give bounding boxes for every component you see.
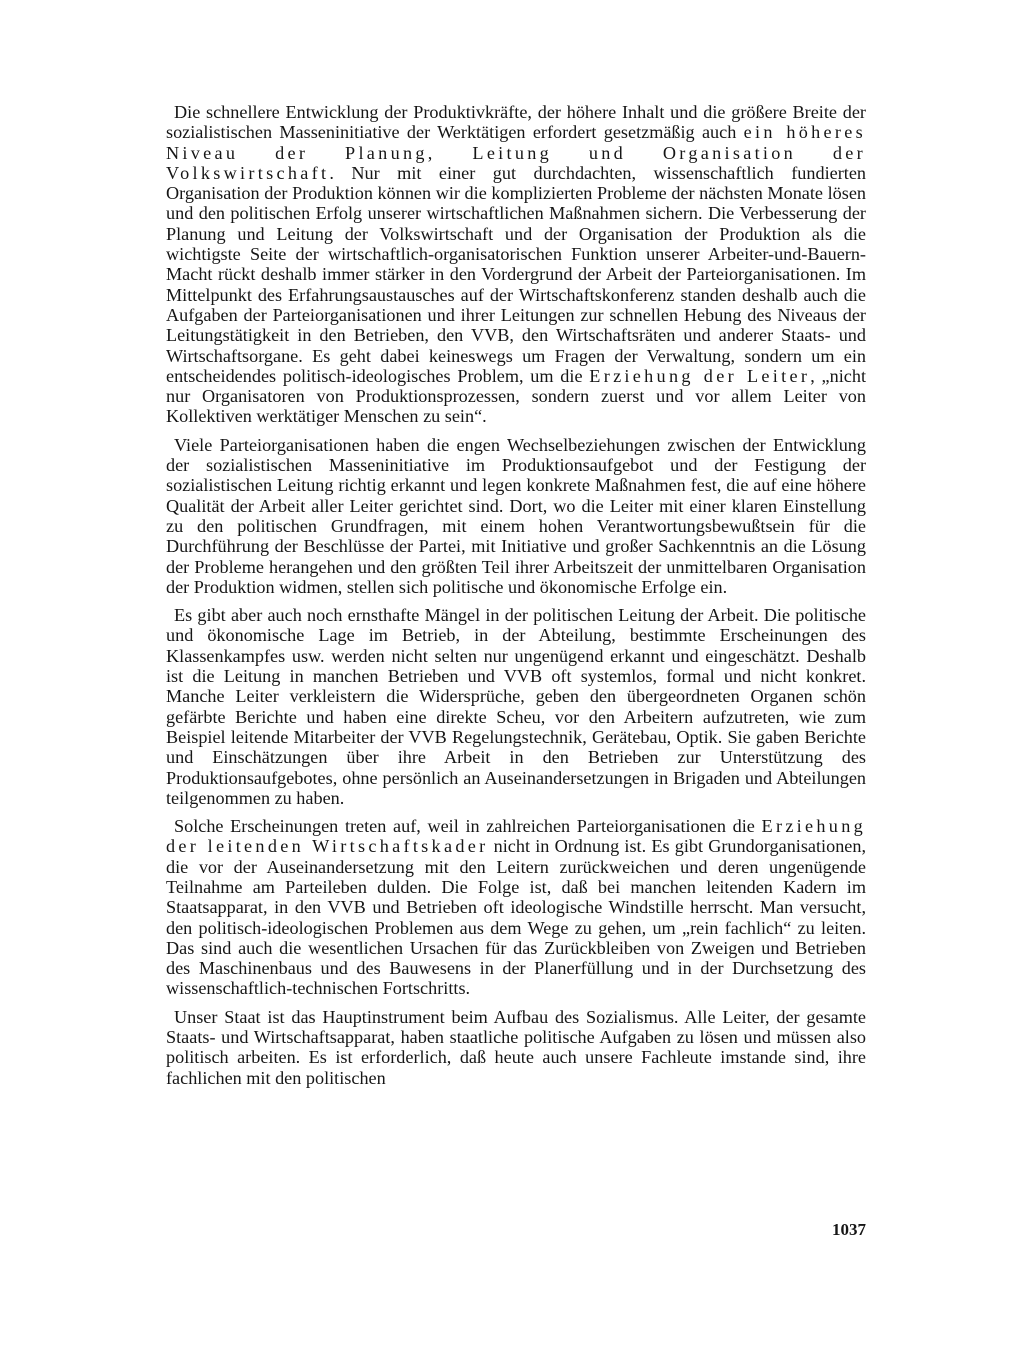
paragraph-1-emphasis-a: ein höheres Niveau der Planung, Leitung und Organisation der Volkswirtschaft <box>166 122 866 183</box>
paragraph-4-emphasis: Erziehung der leitenden Wirtschaftskader <box>166 816 866 857</box>
page-number: 1037 <box>832 1220 866 1239</box>
paragraph-2: Viele Parteiorganisationen haben die engen Wechselbeziehungen zwischen der Entwicklung der sozialistischen Masseninitiative im Produktionsaufgebot und der Festigung der sozialistischen Leitung richtig erkannt und legen konkrete Maßnahmen fest, die auf eine höhere Qualität der Arbeit aller Leiter gerichtet sind. Dort, wo die Leiter mit einer klaren Einstellung zu den politischen Grundfragen, mit einem hohen Verantwortungsbewußtsein für die Durchführung der Beschlüsse der Partei, mit Initiative und großer Sachkenntnis an die Lösung der Probleme herangehen und den größten Teil ihrer Arbeitszeit der unmittelbaren Organisation der Produktion widmen, stellen sich politische und ökonomische Erfolge ein. <box>166 434 866 597</box>
paragraph-1-emphasis-b: Erziehung der Leiter <box>589 365 811 386</box>
paragraph-1-text-b: . Nur mit einer gut durchdachten, wissenschaftlich fundierten Organisation der Produktion können wir die komplizierten Probleme der nächsten Monate lösen und den politischen Erfolg unserer wirtschaftlichen Maßnahmen sichern. Die Verbesserung der Planung und Leitung der Volkswirtschaft und der Organisation der Produktion als die wichtigste Seite der wirtschaftlich-organisatorischen Funktion unserer Arbeiter-und-Bauern-Macht rückt deshalb immer stärker in den Vordergrund der Arbeit der Parteiorganisationen. Im Mittelpunkt des Erfahrungsaustausches auf der Wirtschaftskonferenz standen deshalb auch die Aufgaben der Parteiorganisationen und ihrer Leitungen zur schnellen Hebung des Niveaus der Leitungstätigkeit in den Betrieben, den VVB, den Wirtschaftsräten und anderer Staats- und Wirtschaftsorgane. Es geht dabei keineswegs um Fragen der Verwaltung, sondern um ein entscheidendes politisch-ideologisches Problem, um die <box>166 162 866 386</box>
paragraph-1-text-c: , „nicht nur Organisatoren von Produktionsprozessen, sondern zuerst und vor allem Leiter von Kollektiven werktätiger Menschen zu sein“. <box>166 365 866 427</box>
paragraph-5: Unser Staat ist das Hauptinstrument beim Aufbau des Sozialismus. Alle Leiter, der gesamte Staats- und Wirtschaftsapparat, haben staatliche politische Aufgaben zu lösen und müssen also politisch arbeiten. Es ist erforderlich, daß heute auch unsere Fachleute imstande sind, ihre fachlichen mit den politischen <box>166 1006 866 1088</box>
paragraph-4-text-b: nicht in Ordnung ist. Es gibt Grundorganisationen, die vor der Auseinandersetzung mit den Leitern zurückweichen und deren ungenügende Teilnahme am Parteileben dulden. Die Folge ist, daß bei manchen leitenden Kadern im Staatsapparat, in den VVB und Betrieben oft ideologische Windstille herrscht. Man versucht, den politisch-ideologischen Problemen aus dem Wege zu gehen, um „rein fachlich“ zu leiten. Das sind auch die wesentlichen Ursachen für das Zurückbleiben von Zweigen und Betrieben des Maschinenbaus und des Bauwesens in der Planerfüllung und in der Durchsetzung des wissenschaftlich-technischen Fortschritts. <box>166 836 866 999</box>
paragraph-4 <box>166 816 866 999</box>
paragraph-1 <box>166 102 866 427</box>
paragraph-3: Es gibt aber auch noch ernsthafte Mängel in der politischen Leitung der Arbeit. Die politische und ökonomische Lage im Betrieb, in der Abteilung, bestimmte Erscheinungen des Klassenkampfes usw. werden nicht selten nur ungenügend erkannt und eingeschätzt. Deshalb ist die Leitung in manchen Betrieben und VVB oft systemlos, formal und nicht konkret. Manche Leiter verkleistern die Widersprüche, geben den übergeordneten Organen schön gefärbte Berichte und haben eine direkte Scheu, vor den Arbeitern aufzutreten, wie zum Beispiel leitende Mitarbeiter der VVB Regelungstechnik, Gerätebau, Optik. Sie gaben Berichte und Einschätzungen über ihre Arbeit in den Betrieben zur Unterstützung des Produktionsaufgebotes, ohne persönlich an Auseinandersetzungen in Brigaden und Abteilungen teilgenommen zu haben. <box>166 605 866 808</box>
paragraph-1-text-a: Die schnellere Entwicklung der Produktivkräfte, der höhere Inhalt und die größere Breite der sozialistischen Masseninitiative der Werktätigen erfordert gesetzmäßig auch <box>166 102 866 143</box>
paragraph-4-text-a: Solche Erscheinungen treten auf, weil in zahlreichen Parteiorganisationen die <box>174 816 762 837</box>
text-column <box>166 102 866 1096</box>
